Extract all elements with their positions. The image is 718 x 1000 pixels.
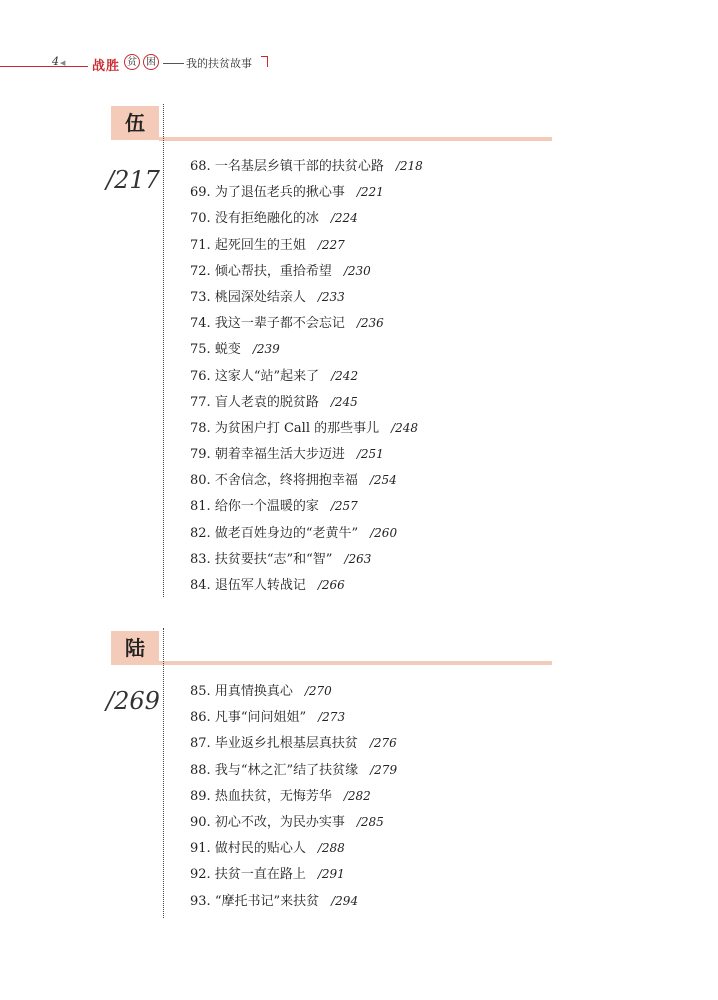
toc-entry-page: 233 <box>321 289 345 304</box>
toc-entry-number: 82. <box>190 525 211 541</box>
book-title-circled-char: 困 <box>143 54 159 70</box>
toc-entry-page: 260 <box>374 525 398 540</box>
toc-entry-number: 83. <box>190 551 211 567</box>
toc-entry-page: 239 <box>256 342 280 357</box>
toc-entry-title: 不舍信念，终将拥抱幸福 <box>214 473 358 489</box>
toc-entry[interactable] <box>190 336 423 362</box>
toc-entry-number: 93. <box>190 893 211 909</box>
header-dash <box>163 63 184 64</box>
section-start-page: /217 <box>106 166 160 194</box>
page-slash: / <box>370 762 375 777</box>
toc-entry-title: 没有拒绝融化的冰 <box>214 211 319 227</box>
toc-entry-title: 用真情换真心 <box>214 684 293 699</box>
toc-entry-number: 70. <box>190 211 211 227</box>
toc-entry[interactable] <box>190 520 423 546</box>
toc-entry-number: 75. <box>190 342 211 358</box>
header-corner-mark <box>261 56 268 67</box>
toc-entry[interactable] <box>190 493 423 519</box>
toc-entry-number: 92. <box>190 867 211 883</box>
toc-entry-title: 毕业返乡扎根基层真扶贫 <box>214 736 358 752</box>
toc-entry-title: 初心不改，为民办实事 <box>214 814 345 830</box>
toc-entry[interactable] <box>190 310 423 336</box>
toc-entry-page: 285 <box>360 814 384 829</box>
toc-entry[interactable] <box>190 546 423 572</box>
toc-entry-page: 273 <box>322 710 346 725</box>
toc-entry-page: 242 <box>335 368 359 383</box>
toc-entry-title: 扶贫一直在路上 <box>214 867 306 883</box>
toc-entry[interactable] <box>190 232 423 258</box>
toc-entry-title: 倾心帮扶，重拾希望 <box>214 263 332 279</box>
section-rule <box>159 137 552 141</box>
toc-entry[interactable] <box>190 389 423 415</box>
page-slash: / <box>318 710 323 725</box>
toc-entry-number: 72. <box>190 263 211 279</box>
toc-entry-title: 扶贫要扶“志”和“智” <box>214 551 333 567</box>
toc-entry[interactable] <box>190 809 397 835</box>
toc-entry-page: 227 <box>321 237 345 252</box>
toc-entry[interactable] <box>190 363 423 389</box>
toc-entry-page: 279 <box>374 762 398 777</box>
page-slash: / <box>391 420 396 435</box>
toc-list <box>190 678 397 914</box>
page-slash: / <box>331 368 336 383</box>
page-slash: / <box>344 551 349 566</box>
toc-entry-page: 266 <box>321 578 345 592</box>
page-slash: / <box>356 447 361 462</box>
toc-entry[interactable] <box>190 415 423 441</box>
toc-entry-number: 87. <box>190 736 211 752</box>
page-slash: / <box>343 263 348 278</box>
page-slash: / <box>330 499 335 514</box>
section-label: 陆 <box>111 631 159 665</box>
section-rule <box>159 661 552 665</box>
toc-entry[interactable] <box>190 888 397 914</box>
toc-entry-title: 桃园深处结亲人 <box>214 289 306 305</box>
section-divider-line <box>163 104 164 597</box>
book-title: 战胜 <box>92 59 121 74</box>
toc-entry-title: 凡事“问问姐姐” <box>214 710 307 726</box>
toc-entry-title: 盲人老袁的脱贫路 <box>214 394 319 410</box>
toc-entry-title: 朝着幸福生活大步迈进 <box>214 447 345 463</box>
toc-list <box>190 153 423 598</box>
page-slash: / <box>330 394 335 409</box>
toc-entry-page: 221 <box>360 185 384 200</box>
section-start-page: /269 <box>106 687 160 715</box>
toc-entry-number: 85. <box>190 684 211 699</box>
toc-entry[interactable] <box>190 678 397 704</box>
toc-entry[interactable] <box>190 258 423 284</box>
header-rule <box>0 66 88 67</box>
page-slash: / <box>343 788 348 803</box>
toc-entry[interactable] <box>190 441 423 467</box>
page-number: 4◀ <box>52 55 66 68</box>
toc-entry[interactable] <box>190 704 397 730</box>
section-divider-line <box>163 628 164 918</box>
toc-entry[interactable] <box>190 835 397 861</box>
toc-entry-title: 做老百姓身边的“老黄牛” <box>214 525 359 541</box>
page-slash: / <box>317 867 322 882</box>
toc-entry-page: 288 <box>321 841 345 856</box>
toc-entry-number: 76. <box>190 368 211 384</box>
page-slash: / <box>317 578 322 592</box>
toc-entry-page: 254 <box>373 473 397 488</box>
page-slash: / <box>304 684 309 698</box>
page-slash: / <box>331 893 336 908</box>
toc-entry-page: 270 <box>308 684 332 698</box>
toc-entry-page: 282 <box>347 788 371 803</box>
section-label: 伍 <box>111 106 159 140</box>
toc-entry-number: 74. <box>190 316 211 332</box>
page-slash: / <box>317 237 322 252</box>
toc-entry-page: 294 <box>335 893 359 908</box>
page-slash: / <box>369 736 374 751</box>
toc-entry[interactable] <box>190 179 423 205</box>
toc-entry-title: 蜕变 <box>214 342 241 358</box>
toc-entry-page: 218 <box>399 159 423 173</box>
page-slash: / <box>356 814 361 829</box>
toc-entry-page: 291 <box>321 867 345 882</box>
toc-entry[interactable] <box>190 284 423 310</box>
toc-entry-title: 做村民的贴心人 <box>214 841 306 857</box>
toc-entry-title: 为了退伍老兵的揪心事 <box>214 185 345 201</box>
toc-entry-number: 78. <box>190 420 211 436</box>
page-slash: / <box>317 841 322 856</box>
toc-entry-page: 236 <box>360 316 384 331</box>
toc-entry-title: 热血扶贫，无悔芳华 <box>214 788 332 804</box>
toc-entry-title: 退伍军人转战记 <box>214 578 306 593</box>
toc-entry-number: 91. <box>190 841 211 857</box>
page-slash: / <box>356 316 361 331</box>
toc-entry-page: 245 <box>334 394 358 409</box>
toc-entry-number: 79. <box>190 447 211 463</box>
toc-entry-title: 为贫困户打 Call 的那些事儿 <box>214 420 380 436</box>
toc-entry-page: 263 <box>348 551 372 566</box>
toc-entry[interactable] <box>190 861 397 887</box>
triangle-icon: ◀ <box>60 59 66 67</box>
toc-entry-title: 我这一辈子都不会忘记 <box>214 316 345 332</box>
page-slash: / <box>395 159 400 173</box>
toc-entry-page: 276 <box>373 736 397 751</box>
toc-entry-page: 230 <box>347 263 371 278</box>
toc-entry-page: 257 <box>334 499 358 514</box>
toc-entry-number: 81. <box>190 499 211 515</box>
toc-entry-title: “摩托书记”来扶贫 <box>214 893 320 909</box>
page-slash: / <box>330 211 335 226</box>
toc-entry-number: 73. <box>190 289 211 305</box>
page-slash: / <box>369 473 374 488</box>
toc-entry-number: 69. <box>190 185 211 201</box>
toc-entry[interactable] <box>190 783 397 809</box>
toc-entry-title: 一名基层乡镇干部的扶贫心路 <box>214 159 384 174</box>
book-title-circled-char: 贫 <box>124 54 140 70</box>
toc-entry-number: 80. <box>190 473 211 489</box>
page-slash: / <box>317 289 322 304</box>
toc-entry-title: 这家人“站”起来了 <box>214 368 320 384</box>
toc-entry-number: 90. <box>190 814 211 830</box>
toc-entry[interactable] <box>190 467 423 493</box>
toc-entry-number: 84. <box>190 578 211 593</box>
page-slash: / <box>252 342 257 357</box>
book-subtitle: 我的扶贫故事 <box>186 57 252 70</box>
toc-entry-number: 71. <box>190 237 211 253</box>
page-slash: / <box>370 525 375 540</box>
toc-entry[interactable] <box>190 205 423 231</box>
toc-entry-title: 起死回生的王姐 <box>214 237 306 253</box>
toc-entry[interactable] <box>190 730 397 756</box>
toc-entry-title: 我与“林之汇”结了扶贫缘 <box>214 762 359 778</box>
toc-entry-page: 224 <box>334 211 358 226</box>
toc-entry-number: 68. <box>190 159 211 174</box>
toc-entry-page: 251 <box>360 447 384 462</box>
toc-entry-number: 86. <box>190 710 211 726</box>
toc-entry[interactable] <box>190 153 423 179</box>
toc-entry-number: 77. <box>190 394 211 410</box>
page-slash: / <box>356 185 361 200</box>
toc-entry-number: 88. <box>190 762 211 778</box>
toc-entry[interactable] <box>190 572 423 598</box>
toc-entry[interactable] <box>190 757 397 783</box>
toc-entry-number: 89. <box>190 788 211 804</box>
toc-entry-page: 248 <box>395 420 419 435</box>
toc-entry-title: 给你一个温暖的家 <box>214 499 319 515</box>
